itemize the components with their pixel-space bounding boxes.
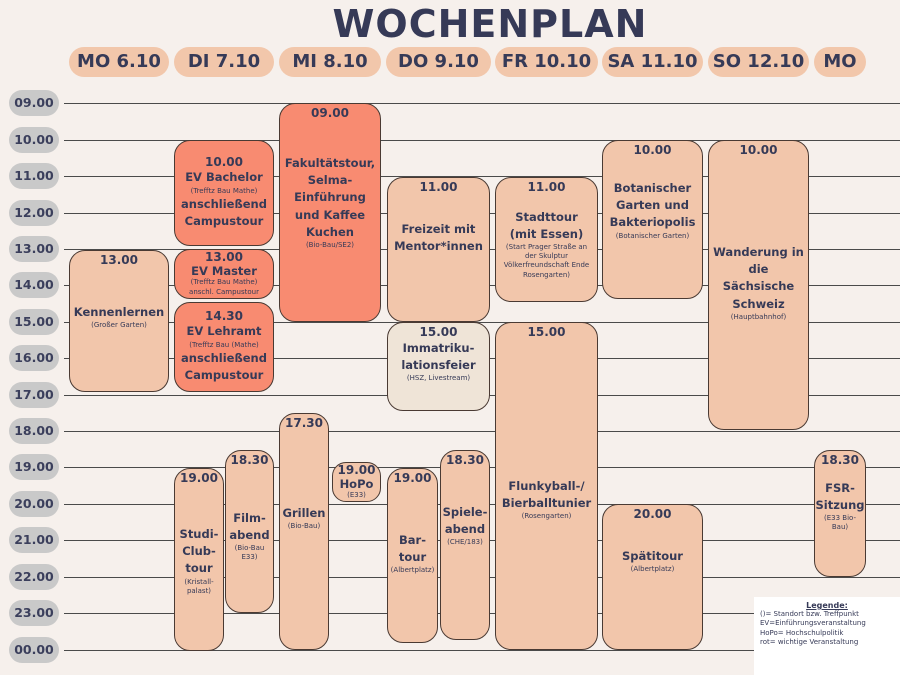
event-title: Bar- tour [398,532,427,565]
legend-line: ()= Standort bzw. Treffpunkt [760,610,859,618]
event-title: Botanischer Garten und Bakteriopolis [609,180,696,230]
event-title: Grillen [282,505,326,520]
event-filmabend[interactable] [225,450,274,613]
event-location: (Hauptbahnhof) [730,312,787,321]
event-title: Fakultätstour, Selma- Einführung und Kaffee Kuchen [284,155,376,239]
event-grillen[interactable] [279,413,329,650]
time-label: 09.00 [9,90,59,116]
time-label: 11.00 [9,163,59,189]
time-label: 19.00 [9,454,59,480]
event-bartour[interactable] [387,468,438,643]
legend [754,597,900,675]
event-location: (E33) [347,490,366,499]
legend-line: HoPo= Hochschulpolitik [760,628,844,637]
time-label: 23.00 [9,600,59,626]
event-location: (Rosengarten) [521,512,572,521]
event-location: (Albertplatz) [630,565,675,574]
event-time: 19.00 [337,463,376,478]
event-title: Kennenlernen [73,304,165,319]
event-time: 17.30 [285,416,323,430]
time-label: 13.00 [9,236,59,262]
event-location: (Trefftz Bau Mathe) anschl. Campustour [189,278,259,296]
event-ev-lehramt[interactable] [174,302,274,392]
event-title: EV Master [191,264,257,279]
event-stadttour[interactable] [495,177,598,302]
event-time: 15.00 [419,325,458,339]
day-header-fr: FR 10.10 [495,47,598,77]
event-location: (Bio-Bau/SE2) [305,241,355,250]
event-fsr-sitzung[interactable] [814,450,866,577]
event-title: Stadttour (mit Essen) [509,209,584,242]
event-time: 18.30 [821,453,859,467]
day-header-mi: MI 8.10 [279,47,381,77]
time-label: 20.00 [9,491,59,517]
event-time: 18.30 [446,453,484,467]
event-time: 19.00 [393,471,432,485]
time-label: 14.00 [9,272,59,298]
time-label: 12.00 [9,200,59,226]
time-label: 21.00 [9,527,59,553]
event-time: 10.00 [205,154,243,169]
event-title: Studi- Club- tour [179,526,219,576]
event-hopo[interactable] [332,462,381,502]
event-location: (Bio-Bau) [287,522,321,531]
event-location: (CHE/183) [447,538,483,547]
event-time: 10.00 [633,143,672,157]
event-kennenlernen[interactable] [69,250,169,392]
event-time: 19.00 [180,471,218,485]
day-header-mo: MO 6.10 [69,47,169,77]
event-time: 20.00 [633,507,672,521]
event-title: Flunkyball-/ Bierballtunier [501,478,592,511]
time-label: 16.00 [9,345,59,371]
event-title: Film- abend [229,510,270,543]
event-location: (Start Prager Straße an der Skulptur Völkerfreundschaft Ende Rosengarten) [503,243,590,279]
event-time: 09.00 [311,106,349,120]
event-title: HoPo [339,477,374,492]
event-title: EV Lehramt [186,324,262,339]
event-title: EV Bachelor [185,170,263,185]
event-title: Immatriku- lationsfeier [401,340,476,373]
time-label: 15.00 [9,309,59,335]
event-location: (Botanischer Garten) [615,231,690,240]
event-location: (Trefftz Bau Mathe) [190,186,258,195]
event-time: 13.00 [100,253,138,267]
event-title: Freizeit mit Mentor*innen [394,221,483,254]
time-label: 17.00 [9,382,59,408]
event-location: (HSZ, Livestream) [406,374,471,383]
event-studi-club-tour[interactable] [174,468,224,651]
event-title: FSR- Sitzung [815,480,865,513]
event-time: 11.00 [527,180,566,194]
event-ev-bachelor[interactable] [174,140,274,246]
day-header-di: DI 7.10 [174,47,274,77]
time-label: 00.00 [9,637,59,663]
event-location: (Bio-Bau E33) [234,544,265,562]
event-title: Wanderung in die Sächsische Schweiz [713,244,804,311]
event-location: (Großer Garten) [91,321,147,330]
event-flunkyball-turnier[interactable] [495,322,598,650]
event-spieleabend[interactable] [440,450,490,640]
event-title-followup: anschließend Campustour [181,196,267,229]
event-immatrikulationsfeier[interactable] [387,322,490,411]
legend-line: rot= wichtige Veranstaltung [760,638,859,647]
event-spaetitour[interactable] [602,504,703,650]
time-label: 22.00 [9,564,59,590]
day-header-mo-next: MO [814,47,866,77]
day-header-do: DO 9.10 [386,47,491,77]
event-title: Spiele- abend [442,504,488,537]
event-time: 10.00 [739,143,778,157]
event-time: 14.30 [205,308,243,323]
hour-line [64,103,900,104]
event-title-followup: anschließend Campustour [181,350,267,383]
legend-title: Legende: [806,601,848,610]
event-location: (Albertplatz) [390,566,435,575]
legend-line: EV=Einführungsveranstaltung [760,619,866,628]
event-time: 15.00 [527,325,566,339]
hour-line [64,431,900,432]
event-ev-master[interactable] [174,249,274,299]
page-title: WOCHENPLAN [332,2,648,46]
event-location: (Trefftz Bau (Mathe) [189,340,259,349]
time-label: 18.00 [9,418,59,444]
event-wanderung[interactable] [708,140,809,430]
event-time: 13.00 [205,250,243,265]
event-location: (E33 Bio- Bau) [824,514,856,532]
event-freizeit-mentorinnen[interactable] [387,177,490,322]
event-fakultaetstour[interactable] [279,103,381,322]
event-title: Spätitour [622,548,683,563]
event-botanischer-garten[interactable] [602,140,703,299]
event-location: (Kristall- palast) [184,577,214,595]
day-header-so: SO 12.10 [708,47,809,77]
event-time: 11.00 [419,180,458,194]
time-label: 10.00 [9,127,59,153]
day-header-sa: SA 11.10 [602,47,703,77]
event-time: 18.30 [230,453,269,467]
